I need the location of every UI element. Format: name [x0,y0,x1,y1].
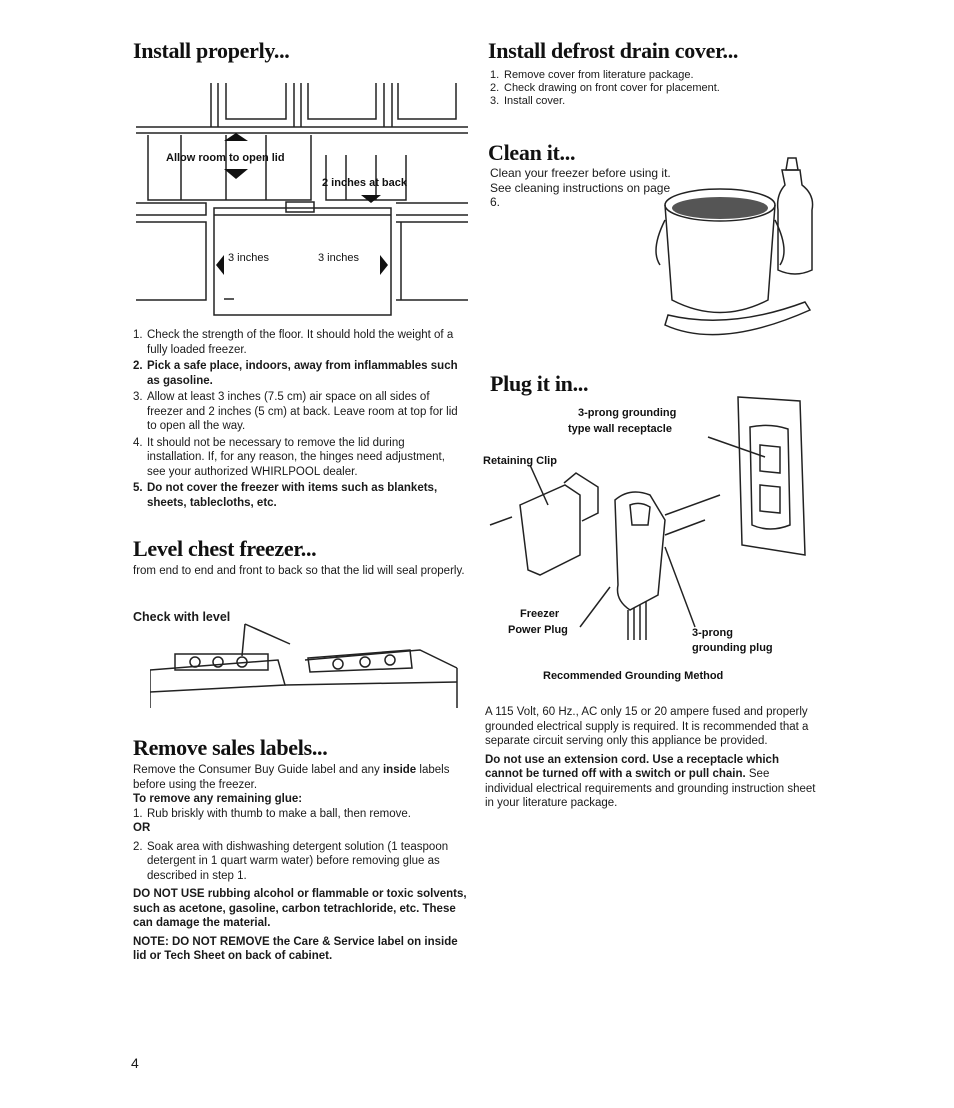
plug-body [485,705,817,811]
clean-text: Clean your freezer before using it. See cleaning instructions on page 6. [490,166,671,209]
care-label-note: NOTE: DO NOT REMOVE the Care & Service label on inside lid or Tech Sheet on back of cabinet. [133,935,458,962]
remove-labels-heading: Remove sales labels... [133,735,328,760]
two-inches-label: 2 inches at back [322,177,407,189]
cleaning-svg [640,150,820,350]
remove-labels-body: Remove the Consumer Buy Guide label and any inside labels before using the freezer. To remove any remaining glue: 1. Rub briskly with thumb to make a ball, then remove. OR 2. Soak area with dishwashing detergent solution (1 teaspoon detergent in 1 quart warm water) before removing glue as described in step 1. DO NOT USE rubbing alcohol or flammable or toxic solvents, such as acetone, gasoline, carbon tetrachloride, etc. These can damage the material. NOTE: DO NOT REMOVE the Care & Service label on inside lid or Tech Sheet on back of cabinet. [133,764,467,962]
cleaning-bucket-illustration [640,150,820,350]
grounding-illustration [480,395,825,690]
install-step: 1. Check the strength of the floor. It should hold the weight of a fully loaded freezer. [133,329,454,356]
install-step: 2. Pick a safe place, indoors, away from inflammables such as gasoline. [133,360,458,387]
defrost-step: 1. Remove cover from literature package. [490,69,694,81]
grounding-caption: Recommended Grounding Method [543,670,724,682]
check-level-label: Check with level [133,610,231,624]
install-properly-heading: Install properly... [133,38,290,63]
three-inches-right-label: 3 inches [318,252,359,264]
electrical-supply-text: A 115 Volt, 60 Hz., AC only 15 or 20 ampere fused and properly grounded electrical supply is required. It is recommended that a separate circuit serving only this appliance be provided. [485,706,809,747]
extension-cord-warning: Do not use an extension cord. Use a receptacle which cannot be turned off with a switch or pull chain. See individual electrical requirements and grounding instruction sheet in your literature package. [485,753,816,809]
install-clearance-illustration [136,75,468,320]
grounding-plug-label-2: grounding plug [692,642,773,654]
solvent-warning: DO NOT USE rubbing alcohol or flammable or toxic solvents, such as acetone, gasoline, carbon tetrachloride, etc. These can damage the material. [133,888,467,929]
defrost-heading: Install defrost drain cover... [488,38,739,63]
defrost-steps-list [490,69,810,108]
level-illustration [150,620,462,710]
install-step: 4. It should not be necessary to remove the lid during installation. If, for any reason, the hinges need adjustment, see your authorized WHIRLPOOL dealer. [133,436,445,478]
install-step: 3. Allow at least 3 inches (7.5 cm) air space on all sides of freezer and 2 inches (5 cm) at back. Leave room at top for lid to open all the way. [133,391,458,432]
page-number: 4 [131,1055,139,1071]
receptacle-label-1: 3-prong grounding [578,407,677,419]
defrost-step: 3. Install cover. [490,95,566,107]
three-inches-left-label: 3 inches [228,252,269,264]
grounding-plug-label-1: 3-prong [692,627,733,639]
install-steps-list [133,328,465,510]
plug-heading: Plug it in... [490,371,589,396]
level-svg [150,620,462,710]
clean-heading: Clean it... [488,140,576,165]
level-heading: Level chest freezer... [133,536,317,561]
level-text: from end to end and front to back so that the lid will seal properly. [133,565,465,577]
install-step: 5. Do not cover the freezer with items such as blankets, sheets, tablecloths, etc. [133,482,438,509]
power-plug-label-1: Freezer [520,608,560,620]
receptacle-label-2: type wall receptacle [568,423,672,435]
power-plug-label-2: Power Plug [508,624,568,636]
install-clearance-svg [136,75,468,320]
defrost-step: 2. Check drawing on front cover for placement. [490,82,720,94]
grounding-svg [480,395,825,690]
allow-room-label: Allow room to open lid [166,152,285,164]
retaining-clip-label: Retaining Clip [483,455,557,467]
